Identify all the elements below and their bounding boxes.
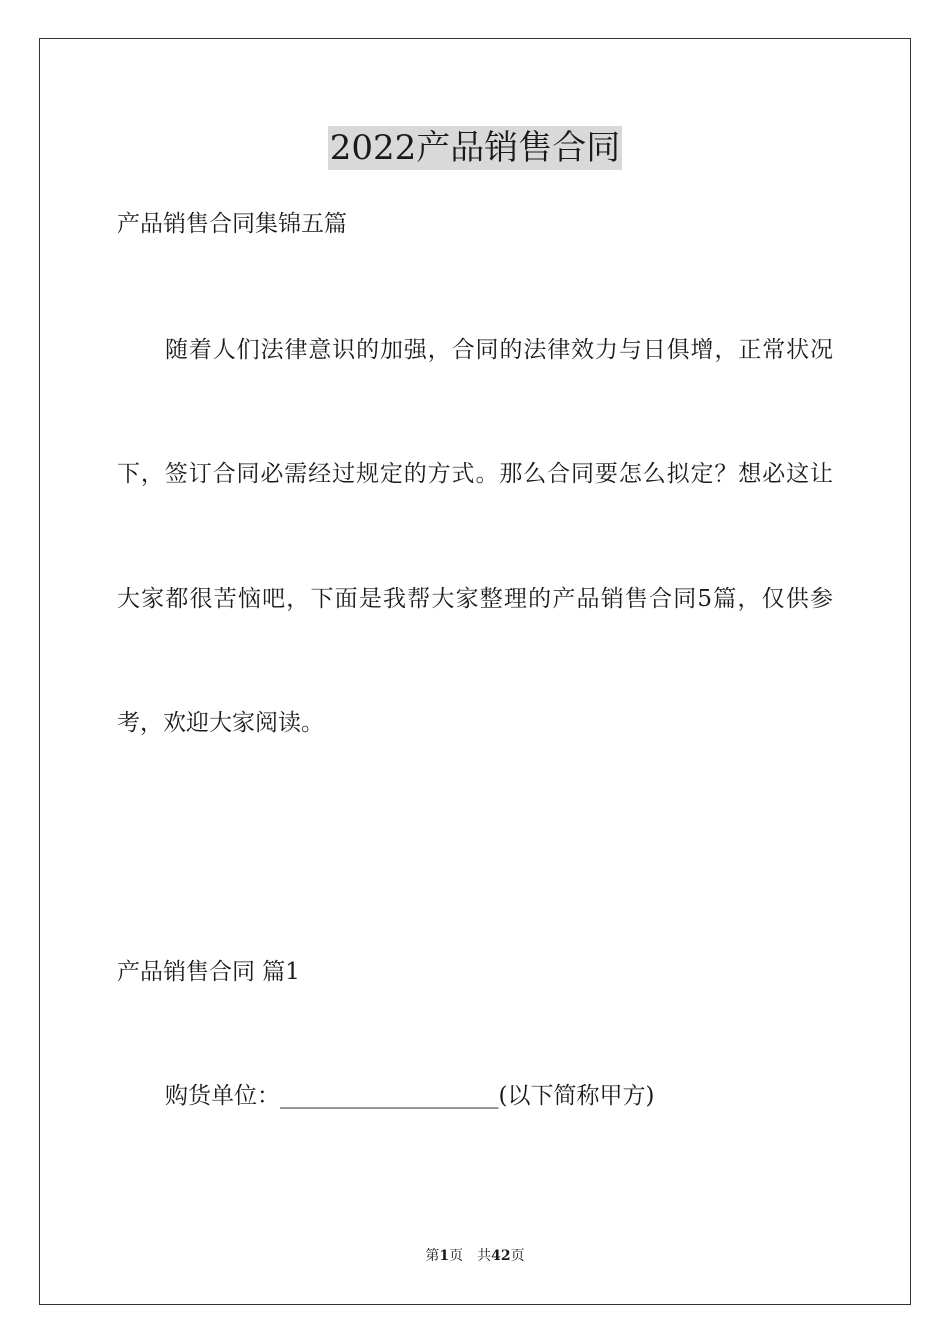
total-prefix: 共 — [477, 1248, 492, 1264]
page-prefix: 第 — [425, 1248, 440, 1264]
page-footer — [0, 1247, 950, 1265]
page-number: 1 — [439, 1248, 450, 1264]
buyer-line: 购货单位：___________________(以下简称甲方) — [165, 1083, 655, 1109]
document-subtitle: 产品销售合同集锦五篇 — [117, 211, 347, 237]
document-title: 2022产品销售合同 — [329, 128, 621, 168]
total-pages: 42 — [491, 1248, 511, 1264]
intro-line-1: 随着人们法律意识的加强，合同的法律效力与日俱增，正常状况 — [165, 337, 833, 363]
intro-line-3: 大家都很苦恼吧，下面是我帮大家整理的产品销售合同5篇，仅供参 — [117, 586, 833, 612]
intro-line-4: 考，欢迎大家阅读。 — [117, 710, 324, 736]
intro-line-2: 下，签订合同必需经过规定的方式。那么合同要怎么拟定？想必这让 — [117, 461, 833, 487]
title-container — [0, 126, 950, 170]
section-heading: 产品销售合同 篇1 — [117, 959, 300, 985]
page-suffix: 页 — [449, 1248, 464, 1264]
total-suffix: 页 — [510, 1248, 525, 1264]
